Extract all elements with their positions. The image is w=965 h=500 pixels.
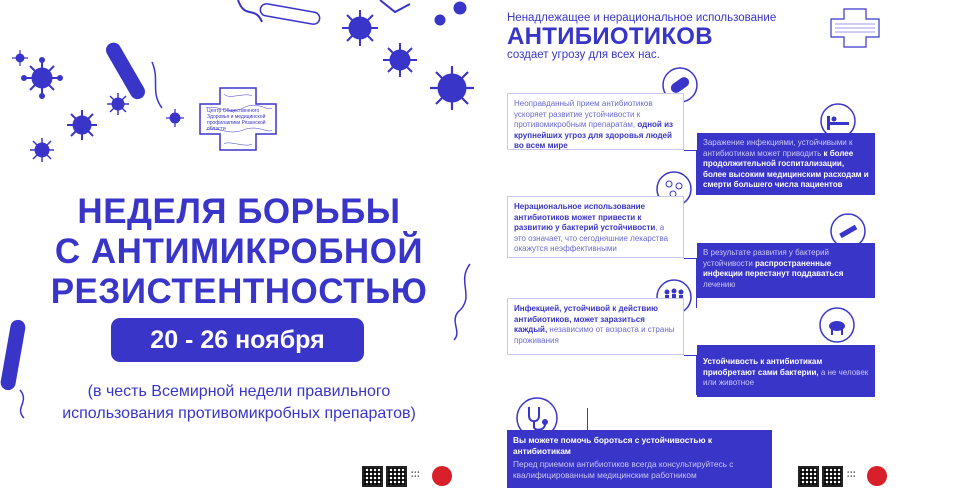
title-line-1: НЕДЕЛЯ БОРЬБЫ (77, 192, 401, 231)
final-advice-box (507, 430, 772, 488)
qr-code-icon[interactable] (362, 466, 383, 487)
main-subtitle: создает угрозу для всех нас. (507, 49, 660, 61)
qr-code-icon[interactable] (798, 466, 819, 487)
info-box-2: Заражение инфекциями, устойчивыми к антибиотикам может приводить к более продолжительной госпитализации, более высоким медицинским расходам и смерти большего числа пациентов (697, 133, 875, 195)
title-line-2: С АНТИМИКРОБНОЙ (54, 232, 424, 271)
date-badge: 20 - 26 ноября (111, 318, 364, 362)
subtitle-line-2: использования противомикробных препаратов) (62, 405, 416, 422)
contact-info: ● ● ● ● ● ● (411, 470, 420, 478)
poster-right (487, 0, 965, 500)
logo-caption: Центр Общественного Здоровья и медицинской профилактики Рязанской области (207, 108, 266, 132)
qr-code-icon[interactable] (822, 466, 843, 487)
subtitle-line-1: (в честь Всемирной недели правильного (87, 383, 391, 400)
contact-info: ● ● ● ● ● ● (847, 470, 856, 478)
final-advice-title: Вы можете помочь бороться с устойчивостью к антибиотикам (513, 435, 713, 456)
info-box-5: Инфекцией, устойчивой к действию антибиотиков, может заразиться каждый, независимо от возраста и страны проживания (507, 298, 684, 355)
info-box-1: Неоправданный прием антибиотиков ускоряет развитие устойчивости к противомикробным препаратам, одной из крупнейших угроз для здоровья людей во всем мире (507, 93, 684, 150)
main-title: АНТИБИОТИКОВ (507, 23, 713, 50)
title-line-3: РЕЗИСТЕНТНОСТЬЮ (50, 272, 428, 311)
partner-logo-icon (867, 466, 887, 486)
farm-animal-icon (818, 306, 856, 344)
qr-code-icon[interactable] (386, 466, 407, 487)
info-box-4: В результате развития у бактерий устойчивости распространенные инфекции перестанут поддаваться лечению (697, 243, 875, 298)
info-box-3: Нерациональное использование антибиотиков может привести к развитию у бактерий устойчивости, а это означает, что сегодняшние лекарства окажутся неэффективными (507, 196, 684, 258)
supertitle: Ненадлежащее и нерациональное использование (507, 12, 777, 24)
poster-left (0, 0, 478, 500)
panel-divider (478, 0, 487, 500)
subtitle (20, 381, 458, 425)
partner-logo-icon (432, 466, 452, 486)
final-advice-text: Перед приемом антибиотиков всегда консультируйтесь с квалифицированным медицинским работником (513, 459, 734, 480)
info-box-6: Устойчивость к антибиотикам приобретают сами бактерии, а не человек или животное (697, 345, 875, 397)
center-logo-icon (830, 8, 880, 48)
